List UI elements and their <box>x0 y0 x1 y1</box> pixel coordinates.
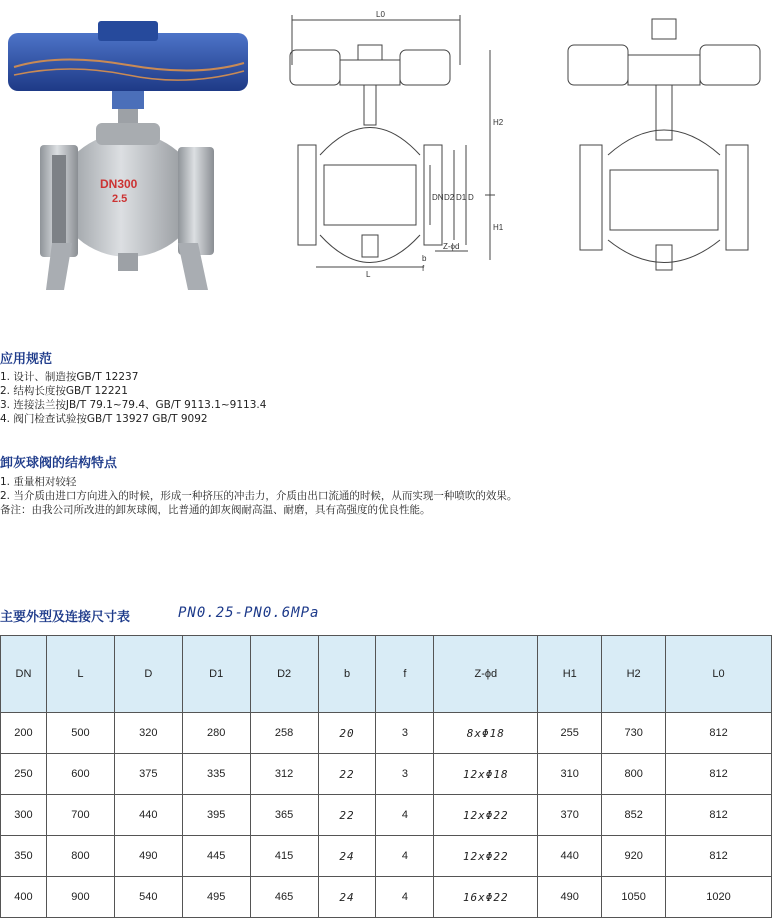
column-header: b <box>318 636 376 713</box>
cell-l: 800 <box>46 836 114 877</box>
cell-h1: 490 <box>538 877 602 918</box>
cell-b: 24 <box>318 836 376 877</box>
cell-f: 3 <box>376 754 434 795</box>
column-header: H2 <box>602 636 666 713</box>
cell-l: 500 <box>46 713 114 754</box>
table-row <box>1 713 772 754</box>
section-features-title: 卸灰球阀的结构特点 <box>0 456 118 471</box>
column-header: Z-ϕd <box>434 636 538 713</box>
cell-h1: 255 <box>538 713 602 754</box>
table-row <box>1 754 772 795</box>
cell-d2: 365 <box>250 795 318 836</box>
pressure-rating: PN0.25-PN0.6MPa <box>178 605 320 621</box>
cell-z: 12xΦ22 <box>434 795 538 836</box>
dimension-table <box>0 635 772 918</box>
cell-h1: 310 <box>538 754 602 795</box>
cell-d2: 258 <box>250 713 318 754</box>
list-item: 备注：由我公司所改进的卸灰球阀，比普通的卸灰阀耐高温、耐磨，具有高强度的优良性能。 <box>0 504 431 516</box>
section-standards-title: 应用规范 <box>0 352 53 367</box>
cell-h1: 440 <box>538 836 602 877</box>
cell-d1: 335 <box>182 754 250 795</box>
cell-h2: 1050 <box>602 877 666 918</box>
cell-d: 375 <box>114 754 182 795</box>
list-item: 1. 设计、制造按GB/T 12237 <box>0 371 139 383</box>
cell-d: 320 <box>114 713 182 754</box>
cell-b: 24 <box>318 877 376 918</box>
cell-z: 8xΦ18 <box>434 713 538 754</box>
column-header: D1 <box>182 636 250 713</box>
cell-f: 4 <box>376 836 434 877</box>
cell-d: 490 <box>114 836 182 877</box>
label-dn: DN <box>432 193 444 202</box>
cell-l0: 812 <box>666 713 772 754</box>
dimension-drawing <box>280 5 530 290</box>
cell-d2: 415 <box>250 836 318 877</box>
cell-dn: 200 <box>1 713 47 754</box>
label-d2: D2 <box>444 193 455 202</box>
column-header: L0 <box>666 636 772 713</box>
label-b: b <box>422 254 427 263</box>
column-header: L <box>46 636 114 713</box>
cell-l: 600 <box>46 754 114 795</box>
cell-z: 16xΦ22 <box>434 877 538 918</box>
label-d: D <box>468 193 474 202</box>
list-item: 2. 当介质由进口方向进入的时候，形成一种挤压的冲击力，介质由出口流通的时候，从而实现一种喷吹的效果。 <box>0 490 518 502</box>
column-header: D2 <box>250 636 318 713</box>
cell-h1: 370 <box>538 795 602 836</box>
cell-f: 4 <box>376 795 434 836</box>
cell-h2: 920 <box>602 836 666 877</box>
cell-dn: 350 <box>1 836 47 877</box>
column-header: DN <box>1 636 47 713</box>
label-l: L <box>366 270 371 279</box>
cell-l: 700 <box>46 795 114 836</box>
list-item: 3. 连接法兰按JB/T 79.1~79.4、GB/T 9113.1~9113.4 <box>0 399 267 411</box>
body-mark-dn: DN300 <box>100 177 138 191</box>
cell-b: 22 <box>318 754 376 795</box>
label-f: f <box>422 264 425 273</box>
cell-d1: 395 <box>182 795 250 836</box>
cell-b: 22 <box>318 795 376 836</box>
cell-d2: 312 <box>250 754 318 795</box>
cell-f: 3 <box>376 713 434 754</box>
cell-d1: 280 <box>182 713 250 754</box>
column-header: D <box>114 636 182 713</box>
cell-l0: 812 <box>666 836 772 877</box>
label-z: Z-ϕd <box>443 242 460 251</box>
cell-h2: 852 <box>602 795 666 836</box>
body-mark-pn: 2.5 <box>112 193 128 205</box>
cell-l: 900 <box>46 877 114 918</box>
valve-photo <box>0 5 255 290</box>
cell-d: 540 <box>114 877 182 918</box>
standards-list <box>0 370 266 426</box>
cell-z: 12xΦ22 <box>434 836 538 877</box>
column-header: H1 <box>538 636 602 713</box>
section-drawing <box>560 5 775 290</box>
list-item: 1. 重量相对较轻 <box>0 476 77 488</box>
cell-l0: 812 <box>666 795 772 836</box>
table-row <box>1 836 772 877</box>
cell-d: 440 <box>114 795 182 836</box>
cell-h2: 800 <box>602 754 666 795</box>
features-list <box>0 475 517 517</box>
cell-d1: 445 <box>182 836 250 877</box>
cell-d2: 465 <box>250 877 318 918</box>
label-h2: H2 <box>493 118 504 127</box>
table-row <box>1 795 772 836</box>
cell-h2: 730 <box>602 713 666 754</box>
cell-dn: 400 <box>1 877 47 918</box>
table-header-row <box>1 636 772 713</box>
label-h1: H1 <box>493 223 504 232</box>
cell-l0: 812 <box>666 754 772 795</box>
cell-b: 20 <box>318 713 376 754</box>
label-d1: D1 <box>456 193 467 202</box>
cell-f: 4 <box>376 877 434 918</box>
label-l0: L0 <box>376 10 385 19</box>
table-row <box>1 877 772 918</box>
table-title: 主要外型及连接尺寸表 <box>0 610 131 625</box>
cell-l0: 1020 <box>666 877 772 918</box>
cell-d1: 495 <box>182 877 250 918</box>
cell-dn: 300 <box>1 795 47 836</box>
list-item: 4. 阀门检查试验按GB/T 13927 GB/T 9092 <box>0 413 208 425</box>
list-item: 2. 结构长度按GB/T 12221 <box>0 385 128 397</box>
column-header: f <box>376 636 434 713</box>
cell-dn: 250 <box>1 754 47 795</box>
cell-z: 12xΦ18 <box>434 754 538 795</box>
